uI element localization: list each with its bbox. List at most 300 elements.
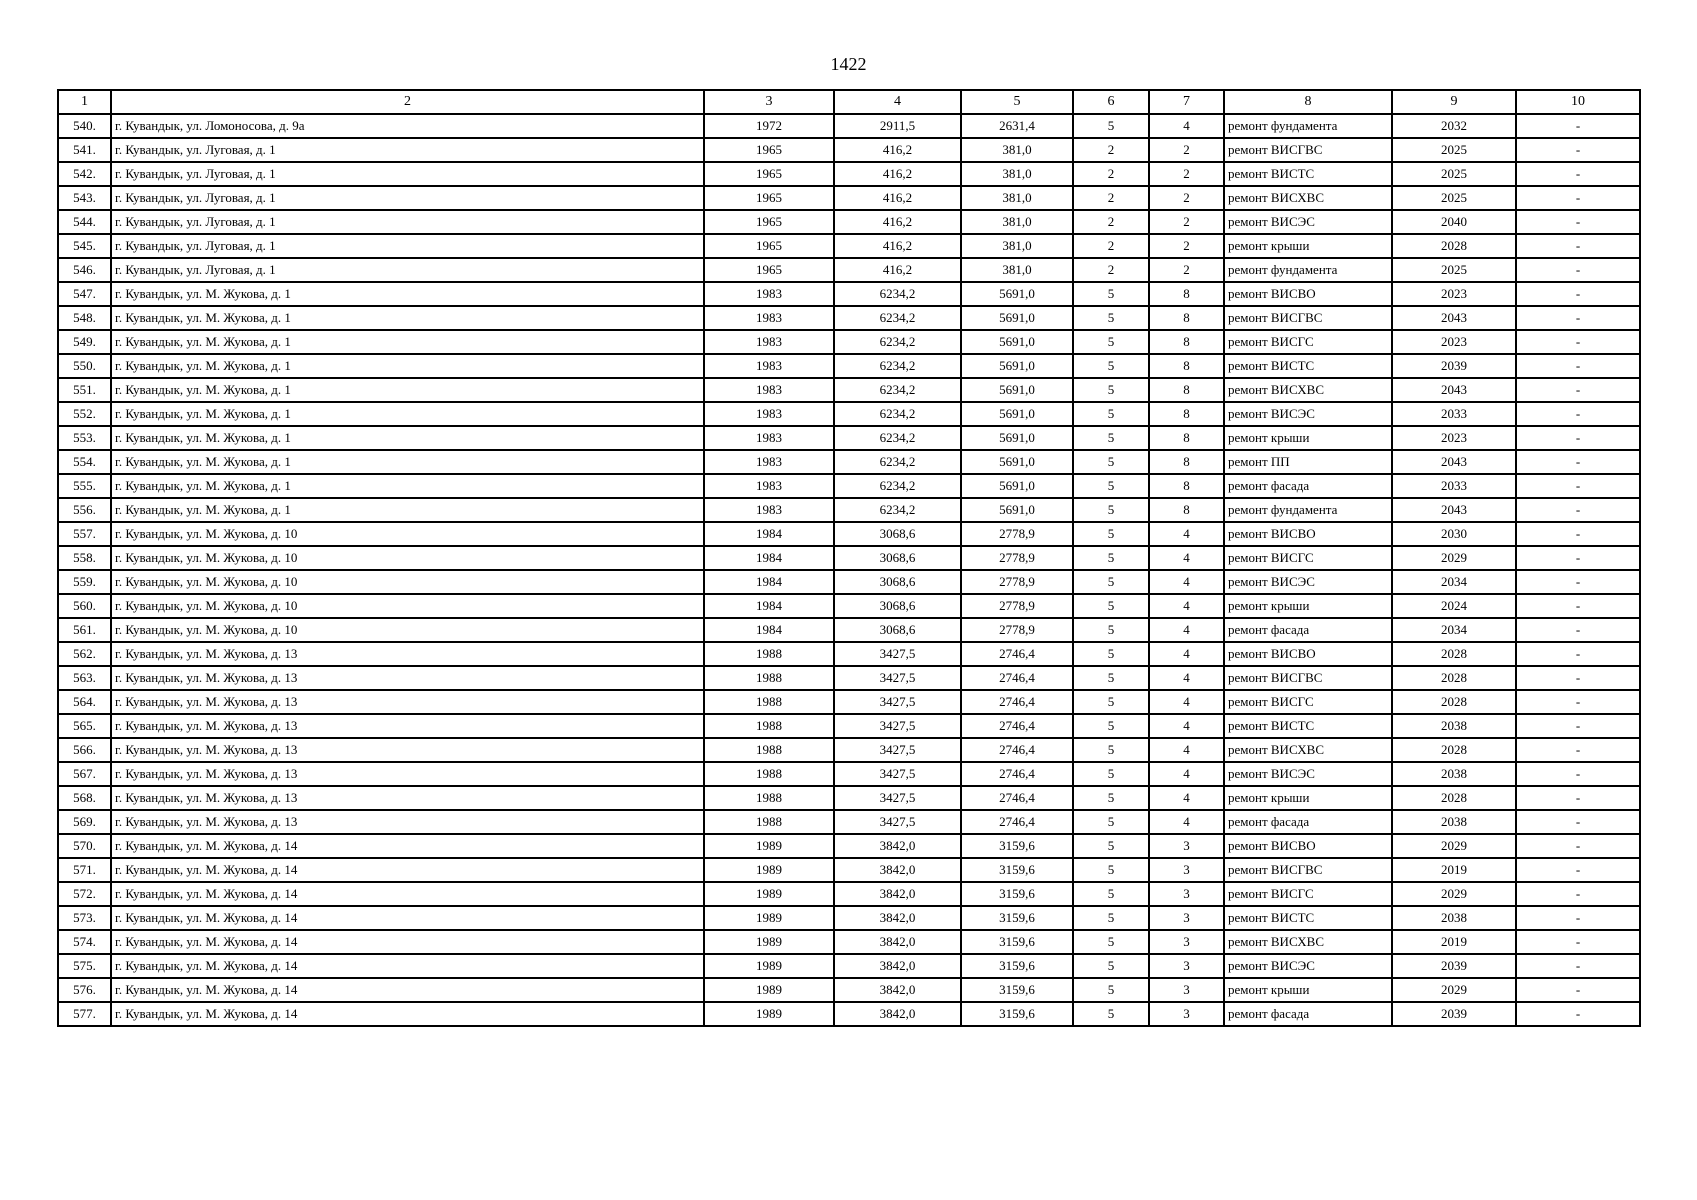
work-type-cell: ремонт ВИСГС (1224, 882, 1392, 906)
living-area-cell: 3159,6 (961, 882, 1073, 906)
living-area-cell: 5691,0 (961, 306, 1073, 330)
column-header: 9 (1392, 90, 1516, 114)
entrances-cell: 8 (1149, 498, 1224, 522)
work-type-cell: ремонт крыши (1224, 426, 1392, 450)
year-built-cell: 1988 (704, 786, 834, 810)
row-number-cell: 560. (58, 594, 111, 618)
note-cell: - (1516, 402, 1640, 426)
living-area-cell: 2746,4 (961, 714, 1073, 738)
floors-cell: 5 (1073, 858, 1149, 882)
table-row (58, 786, 1640, 810)
planned-year-cell: 2043 (1392, 450, 1516, 474)
entrances-cell: 4 (1149, 738, 1224, 762)
floors-cell: 5 (1073, 690, 1149, 714)
row-number-cell: 573. (58, 906, 111, 930)
year-built-cell: 1965 (704, 210, 834, 234)
note-cell: - (1516, 426, 1640, 450)
table-row (58, 234, 1640, 258)
entrances-cell: 3 (1149, 954, 1224, 978)
year-built-cell: 1989 (704, 906, 834, 930)
work-type-cell: ремонт ВИСГВС (1224, 666, 1392, 690)
address-cell: г. Кувандык, ул. М. Жукова, д. 1 (111, 498, 704, 522)
repair-schedule-table (57, 89, 1641, 1027)
row-number-cell: 564. (58, 690, 111, 714)
total-area-cell: 3842,0 (834, 1002, 961, 1026)
note-cell: - (1516, 186, 1640, 210)
work-type-cell: ремонт фундамента (1224, 498, 1392, 522)
row-number-cell: 551. (58, 378, 111, 402)
year-built-cell: 1988 (704, 690, 834, 714)
year-built-cell: 1965 (704, 138, 834, 162)
living-area-cell: 2746,4 (961, 738, 1073, 762)
floors-cell: 5 (1073, 738, 1149, 762)
living-area-cell: 2746,4 (961, 786, 1073, 810)
total-area-cell: 3068,6 (834, 570, 961, 594)
work-type-cell: ремонт фундамента (1224, 258, 1392, 282)
note-cell: - (1516, 450, 1640, 474)
floors-cell: 5 (1073, 570, 1149, 594)
entrances-cell: 4 (1149, 666, 1224, 690)
column-header: 1 (58, 90, 111, 114)
total-area-cell: 416,2 (834, 162, 961, 186)
year-built-cell: 1983 (704, 282, 834, 306)
total-area-cell: 3427,5 (834, 762, 961, 786)
total-area-cell: 3427,5 (834, 738, 961, 762)
floors-cell: 5 (1073, 834, 1149, 858)
entrances-cell: 4 (1149, 810, 1224, 834)
row-number-cell: 561. (58, 618, 111, 642)
address-cell: г. Кувандык, ул. М. Жукова, д. 14 (111, 882, 704, 906)
table-row (58, 258, 1640, 282)
floors-cell: 5 (1073, 282, 1149, 306)
planned-year-cell: 2040 (1392, 210, 1516, 234)
row-number-cell: 547. (58, 282, 111, 306)
living-area-cell: 2778,9 (961, 522, 1073, 546)
planned-year-cell: 2039 (1392, 954, 1516, 978)
note-cell: - (1516, 498, 1640, 522)
floors-cell: 2 (1073, 186, 1149, 210)
total-area-cell: 3842,0 (834, 906, 961, 930)
address-cell: г. Кувандык, ул. М. Жукова, д. 1 (111, 378, 704, 402)
total-area-cell: 3427,5 (834, 714, 961, 738)
address-cell: г. Кувандык, ул. Луговая, д. 1 (111, 162, 704, 186)
row-number-cell: 563. (58, 666, 111, 690)
row-number-cell: 557. (58, 522, 111, 546)
note-cell: - (1516, 210, 1640, 234)
entrances-cell: 4 (1149, 114, 1224, 138)
year-built-cell: 1983 (704, 450, 834, 474)
total-area-cell: 6234,2 (834, 474, 961, 498)
floors-cell: 5 (1073, 330, 1149, 354)
total-area-cell: 6234,2 (834, 306, 961, 330)
total-area-cell: 3427,5 (834, 690, 961, 714)
living-area-cell: 3159,6 (961, 954, 1073, 978)
planned-year-cell: 2029 (1392, 834, 1516, 858)
work-type-cell: ремонт крыши (1224, 234, 1392, 258)
floors-cell: 2 (1073, 162, 1149, 186)
planned-year-cell: 2043 (1392, 378, 1516, 402)
table-row (58, 642, 1640, 666)
note-cell: - (1516, 618, 1640, 642)
total-area-cell: 3427,5 (834, 810, 961, 834)
total-area-cell: 6234,2 (834, 426, 961, 450)
column-header: 6 (1073, 90, 1149, 114)
living-area-cell: 3159,6 (961, 858, 1073, 882)
planned-year-cell: 2023 (1392, 282, 1516, 306)
floors-cell: 5 (1073, 618, 1149, 642)
entrances-cell: 4 (1149, 546, 1224, 570)
note-cell: - (1516, 714, 1640, 738)
column-header: 8 (1224, 90, 1392, 114)
note-cell: - (1516, 930, 1640, 954)
row-number-cell: 574. (58, 930, 111, 954)
entrances-cell: 8 (1149, 282, 1224, 306)
total-area-cell: 6234,2 (834, 402, 961, 426)
note-cell: - (1516, 378, 1640, 402)
table-row (58, 450, 1640, 474)
row-number-cell: 568. (58, 786, 111, 810)
note-cell: - (1516, 234, 1640, 258)
note-cell: - (1516, 162, 1640, 186)
floors-cell: 5 (1073, 666, 1149, 690)
table-row (58, 474, 1640, 498)
floors-cell: 5 (1073, 714, 1149, 738)
work-type-cell: ремонт ВИСХВС (1224, 378, 1392, 402)
table-row (58, 858, 1640, 882)
floors-cell: 5 (1073, 978, 1149, 1002)
address-cell: г. Кувандык, ул. М. Жукова, д. 13 (111, 738, 704, 762)
floors-cell: 5 (1073, 402, 1149, 426)
entrances-cell: 4 (1149, 714, 1224, 738)
floors-cell: 5 (1073, 642, 1149, 666)
address-cell: г. Кувандык, ул. М. Жукова, д. 10 (111, 618, 704, 642)
work-type-cell: ремонт ВИСГС (1224, 690, 1392, 714)
address-cell: г. Кувандык, ул. Луговая, д. 1 (111, 210, 704, 234)
planned-year-cell: 2029 (1392, 546, 1516, 570)
note-cell: - (1516, 354, 1640, 378)
table-row (58, 810, 1640, 834)
table-row (58, 594, 1640, 618)
planned-year-cell: 2030 (1392, 522, 1516, 546)
entrances-cell: 3 (1149, 858, 1224, 882)
planned-year-cell: 2033 (1392, 474, 1516, 498)
total-area-cell: 3842,0 (834, 858, 961, 882)
year-built-cell: 1988 (704, 642, 834, 666)
row-number-cell: 575. (58, 954, 111, 978)
living-area-cell: 5691,0 (961, 498, 1073, 522)
work-type-cell: ремонт крыши (1224, 786, 1392, 810)
note-cell: - (1516, 690, 1640, 714)
work-type-cell: ремонт ВИСЭС (1224, 762, 1392, 786)
work-type-cell: ремонт ВИСГС (1224, 546, 1392, 570)
living-area-cell: 381,0 (961, 234, 1073, 258)
living-area-cell: 2631,4 (961, 114, 1073, 138)
row-number-cell: 577. (58, 1002, 111, 1026)
total-area-cell: 3427,5 (834, 786, 961, 810)
year-built-cell: 1989 (704, 834, 834, 858)
total-area-cell: 3068,6 (834, 522, 961, 546)
year-built-cell: 1983 (704, 306, 834, 330)
entrances-cell: 4 (1149, 618, 1224, 642)
row-number-cell: 566. (58, 738, 111, 762)
note-cell: - (1516, 1002, 1640, 1026)
row-number-cell: 562. (58, 642, 111, 666)
planned-year-cell: 2028 (1392, 642, 1516, 666)
work-type-cell: ремонт ВИСВО (1224, 834, 1392, 858)
living-area-cell: 381,0 (961, 186, 1073, 210)
work-type-cell: ремонт ВИСТС (1224, 162, 1392, 186)
planned-year-cell: 2032 (1392, 114, 1516, 138)
work-type-cell: ремонт ВИСГС (1224, 330, 1392, 354)
table-row (58, 306, 1640, 330)
entrances-cell: 3 (1149, 882, 1224, 906)
column-header: 5 (961, 90, 1073, 114)
total-area-cell: 3068,6 (834, 546, 961, 570)
table-row (58, 570, 1640, 594)
entrances-cell: 3 (1149, 906, 1224, 930)
planned-year-cell: 2025 (1392, 258, 1516, 282)
row-number-cell: 559. (58, 570, 111, 594)
address-cell: г. Кувандык, ул. М. Жукова, д. 14 (111, 930, 704, 954)
work-type-cell: ремонт ВИСВО (1224, 642, 1392, 666)
floors-cell: 5 (1073, 306, 1149, 330)
planned-year-cell: 2019 (1392, 858, 1516, 882)
total-area-cell: 3068,6 (834, 618, 961, 642)
address-cell: г. Кувандык, ул. Луговая, д. 1 (111, 258, 704, 282)
note-cell: - (1516, 474, 1640, 498)
year-built-cell: 1989 (704, 954, 834, 978)
floors-cell: 5 (1073, 378, 1149, 402)
table-row (58, 498, 1640, 522)
planned-year-cell: 2025 (1392, 186, 1516, 210)
address-cell: г. Кувандык, ул. М. Жукова, д. 14 (111, 906, 704, 930)
entrances-cell: 3 (1149, 1002, 1224, 1026)
planned-year-cell: 2038 (1392, 762, 1516, 786)
living-area-cell: 5691,0 (961, 426, 1073, 450)
row-number-cell: 554. (58, 450, 111, 474)
planned-year-cell: 2028 (1392, 690, 1516, 714)
planned-year-cell: 2023 (1392, 426, 1516, 450)
row-number-cell: 556. (58, 498, 111, 522)
living-area-cell: 5691,0 (961, 474, 1073, 498)
entrances-cell: 8 (1149, 354, 1224, 378)
year-built-cell: 1983 (704, 354, 834, 378)
row-number-cell: 552. (58, 402, 111, 426)
work-type-cell: ремонт ВИСХВС (1224, 186, 1392, 210)
floors-cell: 5 (1073, 1002, 1149, 1026)
year-built-cell: 1983 (704, 474, 834, 498)
year-built-cell: 1983 (704, 378, 834, 402)
address-cell: г. Кувандык, ул. Луговая, д. 1 (111, 186, 704, 210)
note-cell: - (1516, 858, 1640, 882)
row-number-cell: 571. (58, 858, 111, 882)
total-area-cell: 3842,0 (834, 834, 961, 858)
year-built-cell: 1983 (704, 330, 834, 354)
planned-year-cell: 2039 (1392, 354, 1516, 378)
page-number: 1422 (830, 54, 867, 74)
living-area-cell: 3159,6 (961, 834, 1073, 858)
row-number-cell: 548. (58, 306, 111, 330)
planned-year-cell: 2029 (1392, 882, 1516, 906)
floors-cell: 2 (1073, 234, 1149, 258)
table-row (58, 738, 1640, 762)
address-cell: г. Кувандык, ул. М. Жукова, д. 13 (111, 762, 704, 786)
planned-year-cell: 2034 (1392, 570, 1516, 594)
planned-year-cell: 2023 (1392, 330, 1516, 354)
work-type-cell: ремонт фасада (1224, 474, 1392, 498)
address-cell: г. Кувандык, ул. М. Жукова, д. 14 (111, 1002, 704, 1026)
entrances-cell: 2 (1149, 186, 1224, 210)
living-area-cell: 5691,0 (961, 378, 1073, 402)
address-cell: г. Кувандык, ул. М. Жукова, д. 13 (111, 690, 704, 714)
living-area-cell: 5691,0 (961, 450, 1073, 474)
planned-year-cell: 2025 (1392, 162, 1516, 186)
entrances-cell: 8 (1149, 402, 1224, 426)
planned-year-cell: 2038 (1392, 906, 1516, 930)
floors-cell: 5 (1073, 594, 1149, 618)
entrances-cell: 8 (1149, 426, 1224, 450)
table-body (58, 114, 1640, 1026)
address-cell: г. Кувандык, ул. М. Жукова, д. 14 (111, 834, 704, 858)
year-built-cell: 1989 (704, 978, 834, 1002)
address-cell: г. Кувандык, ул. Луговая, д. 1 (111, 234, 704, 258)
entrances-cell: 8 (1149, 306, 1224, 330)
year-built-cell: 1989 (704, 1002, 834, 1026)
row-number-cell: 542. (58, 162, 111, 186)
total-area-cell: 3427,5 (834, 642, 961, 666)
table-row (58, 546, 1640, 570)
table-row (58, 762, 1640, 786)
address-cell: г. Кувандык, ул. М. Жукова, д. 13 (111, 642, 704, 666)
table-row (58, 186, 1640, 210)
floors-cell: 5 (1073, 426, 1149, 450)
table-row (58, 138, 1640, 162)
note-cell: - (1516, 834, 1640, 858)
entrances-cell: 8 (1149, 450, 1224, 474)
row-number-cell: 546. (58, 258, 111, 282)
year-built-cell: 1983 (704, 402, 834, 426)
total-area-cell: 6234,2 (834, 330, 961, 354)
row-number-cell: 550. (58, 354, 111, 378)
entrances-cell: 8 (1149, 330, 1224, 354)
total-area-cell: 6234,2 (834, 498, 961, 522)
planned-year-cell: 2028 (1392, 234, 1516, 258)
table-row (58, 114, 1640, 138)
table-row (58, 1002, 1640, 1026)
work-type-cell: ремонт ВИСТС (1224, 906, 1392, 930)
floors-cell: 5 (1073, 546, 1149, 570)
address-cell: г. Кувандык, ул. М. Жукова, д. 1 (111, 450, 704, 474)
planned-year-cell: 2019 (1392, 930, 1516, 954)
planned-year-cell: 2028 (1392, 786, 1516, 810)
planned-year-cell: 2028 (1392, 666, 1516, 690)
row-number-cell: 543. (58, 186, 111, 210)
living-area-cell: 2778,9 (961, 618, 1073, 642)
work-type-cell: ремонт ВИСГВС (1224, 858, 1392, 882)
note-cell: - (1516, 666, 1640, 690)
total-area-cell: 416,2 (834, 234, 961, 258)
note-cell: - (1516, 546, 1640, 570)
note-cell: - (1516, 738, 1640, 762)
address-cell: г. Кувандык, ул. М. Жукова, д. 14 (111, 954, 704, 978)
living-area-cell: 2746,4 (961, 690, 1073, 714)
entrances-cell: 2 (1149, 162, 1224, 186)
total-area-cell: 6234,2 (834, 378, 961, 402)
floors-cell: 2 (1073, 210, 1149, 234)
note-cell: - (1516, 138, 1640, 162)
year-built-cell: 1984 (704, 618, 834, 642)
total-area-cell: 6234,2 (834, 282, 961, 306)
living-area-cell: 381,0 (961, 138, 1073, 162)
address-cell: г. Кувандык, ул. М. Жукова, д. 1 (111, 426, 704, 450)
table-row (58, 930, 1640, 954)
work-type-cell: ремонт ВИСГВС (1224, 138, 1392, 162)
floors-cell: 5 (1073, 882, 1149, 906)
table-row (58, 618, 1640, 642)
living-area-cell: 3159,6 (961, 906, 1073, 930)
note-cell: - (1516, 786, 1640, 810)
entrances-cell: 3 (1149, 978, 1224, 1002)
row-number-cell: 540. (58, 114, 111, 138)
total-area-cell: 6234,2 (834, 450, 961, 474)
work-type-cell: ремонт ВИСВО (1224, 282, 1392, 306)
floors-cell: 5 (1073, 906, 1149, 930)
entrances-cell: 4 (1149, 690, 1224, 714)
living-area-cell: 2778,9 (961, 570, 1073, 594)
table-row (58, 378, 1640, 402)
planned-year-cell: 2029 (1392, 978, 1516, 1002)
note-cell: - (1516, 978, 1640, 1002)
living-area-cell: 381,0 (961, 210, 1073, 234)
year-built-cell: 1988 (704, 810, 834, 834)
table-row (58, 978, 1640, 1002)
table-row (58, 690, 1640, 714)
note-cell: - (1516, 594, 1640, 618)
entrances-cell: 4 (1149, 594, 1224, 618)
table-row (58, 666, 1640, 690)
year-built-cell: 1984 (704, 546, 834, 570)
living-area-cell: 5691,0 (961, 282, 1073, 306)
address-cell: г. Кувандык, ул. Ломоносова, д. 9а (111, 114, 704, 138)
floors-cell: 5 (1073, 810, 1149, 834)
row-number-cell: 544. (58, 210, 111, 234)
column-header: 7 (1149, 90, 1224, 114)
work-type-cell: ремонт ВИСГВС (1224, 306, 1392, 330)
table-row (58, 834, 1640, 858)
floors-cell: 5 (1073, 522, 1149, 546)
entrances-cell: 4 (1149, 642, 1224, 666)
note-cell: - (1516, 954, 1640, 978)
year-built-cell: 1965 (704, 186, 834, 210)
living-area-cell: 2746,4 (961, 762, 1073, 786)
work-type-cell: ремонт ПП (1224, 450, 1392, 474)
table-row (58, 354, 1640, 378)
living-area-cell: 2746,4 (961, 666, 1073, 690)
year-built-cell: 1983 (704, 498, 834, 522)
entrances-cell: 4 (1149, 522, 1224, 546)
work-type-cell: ремонт крыши (1224, 978, 1392, 1002)
year-built-cell: 1965 (704, 234, 834, 258)
note-cell: - (1516, 306, 1640, 330)
planned-year-cell: 2043 (1392, 306, 1516, 330)
work-type-cell: ремонт ВИСЭС (1224, 954, 1392, 978)
address-cell: г. Кувандык, ул. М. Жукова, д. 13 (111, 714, 704, 738)
living-area-cell: 2778,9 (961, 594, 1073, 618)
year-built-cell: 1989 (704, 930, 834, 954)
living-area-cell: 3159,6 (961, 930, 1073, 954)
note-cell: - (1516, 330, 1640, 354)
living-area-cell: 381,0 (961, 258, 1073, 282)
